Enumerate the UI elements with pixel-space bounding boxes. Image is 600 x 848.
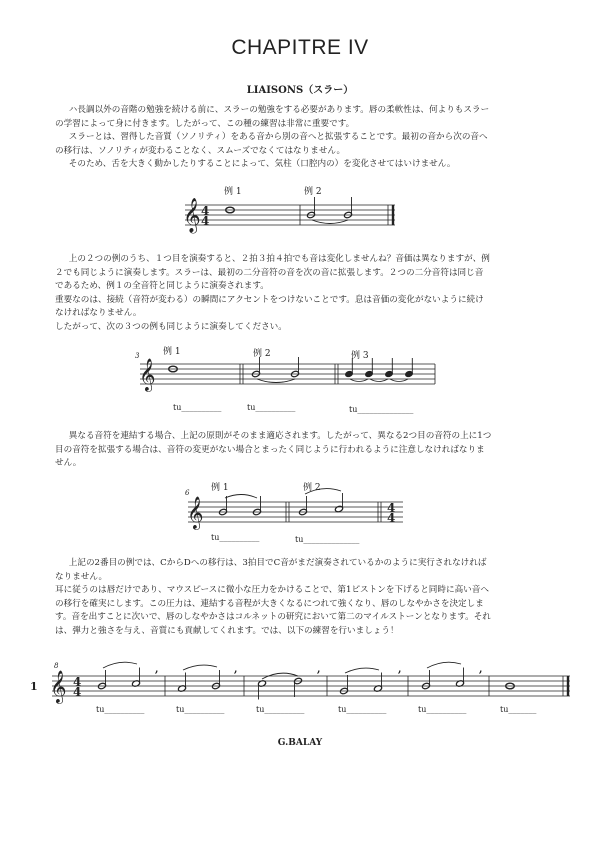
syllable: tu_______ <box>500 705 537 714</box>
syllable: tu__________ <box>338 705 387 714</box>
music-example-3 <box>183 476 413 548</box>
text-line: ハ長調以外の音階の勉強を続ける前に、スラーの勉強をする必要があります。唇の柔軟性は、何よりもスラー <box>68 105 490 115</box>
text-line: の移行を確実にします。この圧力は、連結する音程が大きくなるにつれて強くなり、唇のしなやかさを決定しま <box>55 598 484 609</box>
syllable: tu__________ <box>418 705 467 714</box>
measure-number: 3 <box>135 352 140 360</box>
text-line: であるため、例１の全音符と同じように演奏されます。 <box>55 281 269 292</box>
time-signature: 4 <box>73 675 82 689</box>
text-line: なりません。 <box>55 571 108 582</box>
music-example-1 <box>180 181 410 241</box>
syllable: tu__________ <box>96 705 145 714</box>
measure-number: 8 <box>54 662 59 670</box>
paragraph-3 <box>55 430 555 471</box>
slur <box>257 379 295 383</box>
paragraph-4 <box>55 557 555 639</box>
example-label: 例 3 <box>351 351 369 361</box>
text-line: そのため、舌を大きく動かしたりすることによって、気柱（口腔内の）を変化させてはいけません。 <box>68 159 456 170</box>
example-label: 例 2 <box>303 483 321 493</box>
exercise-number: 1 <box>30 680 38 693</box>
slur <box>225 495 257 499</box>
syllable: tu__________ <box>247 403 296 412</box>
syllable: tu______________ <box>295 535 360 544</box>
example-label: 例 1 <box>211 483 229 493</box>
text-line: スラーとは、習得した音質（ソノリティ）をある音から別の音へと拡張することです。最初の音から次の音へ <box>68 132 488 143</box>
breath-mark: , <box>398 664 402 675</box>
svg-text:4: 4 <box>201 214 210 228</box>
text-line: 目の音符を拡張する場合は、音符の変更がない場合とまったく同じように行われるように注意しなければなりま <box>55 444 485 455</box>
slur <box>103 662 137 668</box>
signature: G.BALAY <box>277 738 323 748</box>
exercise-1-staff <box>30 654 575 722</box>
chapter-title: CHAPITRE IV <box>231 36 369 59</box>
text-line: 耳に従うのは唇だけであり、マウスピースに微小な圧力をかけることで、第1ピストンを下げると同時に高い音へ <box>55 585 489 596</box>
svg-text:4: 4 <box>387 511 396 525</box>
example-label: 例 1 <box>224 187 242 197</box>
treble-clef: 𝄞 <box>50 670 67 703</box>
example-label: 例 2 <box>304 187 322 197</box>
text-line: の学習によって身に付きます。したがって、この種の練習は非常に重要です。 <box>55 118 355 129</box>
example-label: 例 2 <box>253 349 271 359</box>
syllable: tu__________ <box>256 705 305 714</box>
text-line: したがって、次の３つの例も同じように演奏してください。 <box>55 321 287 332</box>
text-line: なければなりません。 <box>55 308 142 319</box>
slur <box>183 665 217 670</box>
paragraph-2 <box>55 253 555 335</box>
text-line: ２でも同じように演奏します。スラーは、最初の二分音符の音を次の音に拡張します。２つの二分音符は同じ音 <box>55 267 484 278</box>
section-title: LIAISONS（スラー） <box>246 85 354 96</box>
text-line: せん。 <box>55 458 82 469</box>
time-signature: 4 <box>387 501 396 515</box>
music-example-2 <box>135 344 445 422</box>
time-signature: 4 <box>201 204 210 218</box>
text-line: 異なる音符を連結する場合、上記の原則がそのまま適応されます。したがって、異なる2つ目の音符の上に1つ <box>68 431 492 441</box>
breath-mark: , <box>479 664 483 675</box>
measure-number: 6 <box>185 489 190 497</box>
treble-clef: 𝄞 <box>139 358 156 391</box>
treble-clef: 𝄞 <box>187 496 204 529</box>
treble-clef: 𝄞 <box>183 198 201 233</box>
slur <box>345 668 379 673</box>
text-line: の移行は、ソノリティが変わることなく、スムーズでなくてはなりません。 <box>55 145 346 156</box>
slur <box>427 662 461 668</box>
example-label: 例 1 <box>163 347 181 357</box>
syllable: tu__________ <box>176 705 225 714</box>
text-line: 上の２つの例のうち、１つ目を演奏すると、２拍３拍４拍でも音は変化しませんね？音価は異なりますが、例 <box>68 254 490 264</box>
syllable: tu__________ <box>211 533 260 542</box>
text-line: 上記の2番目の例では、CからDへの移行は、3拍目でC音がまだ演奏されているかのように実行されなければ <box>68 558 487 568</box>
text-line: は、弾力と強さを与え、音質にも貢献してくれます。では、以下の練習を行いましょう！ <box>55 625 399 636</box>
syllable: tu______________ <box>349 405 414 414</box>
slur <box>312 220 348 224</box>
text-line: す。音を出すことに次いで、唇のしなやかさはコルネットの研究において第二のマイルストーンとなります。それ <box>55 612 491 623</box>
paragraph-1 <box>55 104 555 172</box>
text-line: 重要なのは、接続（音符が変わる）の瞬間にアクセントをつけないことです。息は音価の変化がないように続け <box>55 294 484 305</box>
breath-mark: , <box>317 664 321 675</box>
syllable: tu__________ <box>173 403 222 412</box>
breath-mark: , <box>234 664 238 675</box>
svg-text:4: 4 <box>73 685 82 699</box>
breath-mark: , <box>155 664 159 675</box>
